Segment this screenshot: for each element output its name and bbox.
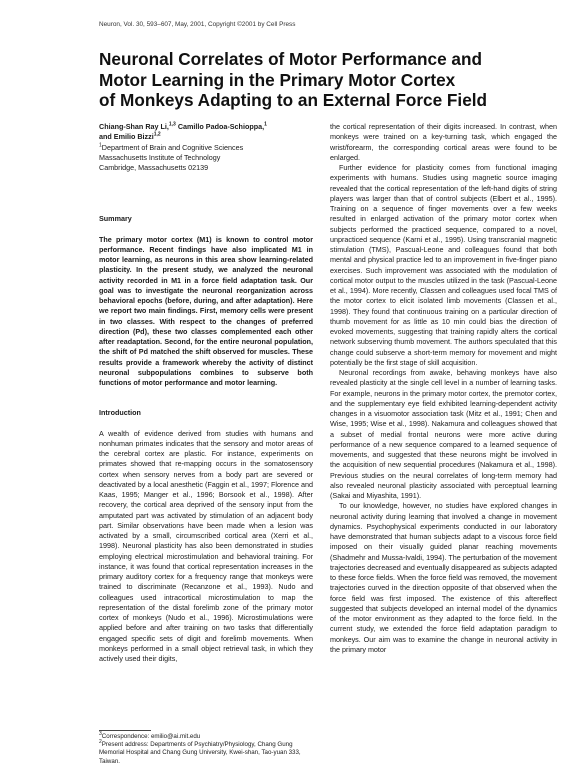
author-sup: 1,3 xyxy=(168,121,176,128)
author-sup: 1 xyxy=(264,121,267,128)
author-name: Chiang-Shan Ray Li, xyxy=(99,122,169,131)
author-name: and Emilio Bizzi xyxy=(99,132,154,142)
footnote-present-address: Present address: Departments of Psychiatry/Physiology, Chang Gung Memorial Hospital and Chang Gung University, Kwei-shan, Tao-yuan 333, Taiwan. xyxy=(99,741,301,765)
left-column xyxy=(99,122,313,664)
author-sup: 1,2 xyxy=(153,131,161,138)
affiliation-line: Cambridge, Massachusetts 02139 xyxy=(99,163,209,172)
running-head: Neuron, Vol. 30, 593–607, May, 2001, Copyright ©2001 by Cell Press xyxy=(99,21,296,28)
body-paragraph: Neuronal recordings from awake, behaving monkeys have also revealed plasticity at the single cell level in a number of learning tasks. For example, neurons in the primary motor cortex, the premotor cortex, and the supplementary eye field exhibited learning-dependent activity changes in a visuomotor association task (Mitz et al., 1991; Chen and Wise, 1995; Wise et al., 1998). Nakamura and colleagues showed that a subset of medial frontal neurons were more active during performance of a new sequence compared to a learned sequence of movements, and suggested that these neurons might be involved in the acquisition of new sequential procedures (Nakamura et al., 1998). Previous studies on the neural correlates of long-term memory had also revealed neuronal plasticity associated with perceptual learning (Sakai and Miyashita, 1991). xyxy=(330,368,557,500)
summary-heading: Summary xyxy=(99,214,132,224)
body-paragraph: Further evidence for plasticity comes from functional imaging experiments with humans. Studies using magnetic source imaging revealed that the cortical representation of the left-hand digits of string players was larger than that of control subjects (Elbert et al., 1995). Training on a sequence of finger movements over a few weeks resulted in enlarged activation of the primary motor cortex when subjects performed the practiced sequence, compared to a novel, unpracticed sequence (Karni et al., 1995). Using transcranial magnetic stimulation (TMS), Pascual-Leone and colleagues found that both mental and physical practice led to an improvement in five-finger piano exercises. Such improvement was associated with the modulation of cortical motor output to the muscles utilized in the task (Pascual-Leone et al., 1994). More recently, Classen and colleagues used focal TMS of the motor cortex to elicit isolated limb movements (Classen et al., 1998). They found that continuous training on a particular direction of thumb movement for as little as 10 min could bias the direction of evoked movements, suggesting that training rapidly alters the cortical network subserving thumb movement. The authors speculated that this change could subserve a short-term memory for movement and might potentially be the first stage of skill acquisition. xyxy=(330,163,557,367)
footnote-sup: 2 xyxy=(99,739,102,746)
right-column xyxy=(330,122,557,655)
author-name: Camillo Padoa-Schioppa, xyxy=(175,122,265,131)
intro-paragraph: A wealth of evidence derived from studies with humans and nonhuman primates indicates that the sensory and motor areas of the cerebral cortex are plastic. For instance, experiments on primates showed that re-mapping occurs in the somatosensory cortex when sensory nerves from a body part are severed or deactivated by a local anesthetic (Faggin et al., 1997; Florence and Kaas, 1995; Manger et al., 1996; Borsook et al., 1998). After recovery, the cortical area deprived of the sensory input from the amputated part was activated by stimulation of an adjacent body part. Similar observations have been made when a lesion was activated by a small, circumscribed cortical area (Xerri et al., 1998). Neuronal plasticity has also been demonstrated in studies employing electrical microstimulation and behavioral training. For instance, it was found that cortical representation increases in the primary auditory cortex for a frequency range that monkeys were trained to discriminate (Recanzone et al., 1993). Nudo and colleagues used intracortical microstimulation to map the representation of the distal forelimb zone of the primary motor cortex of monkeys (Nudo et al., 1996). Microstimulations were applied before and after training on two tasks that differentially engaged specific sets of digit and forelimb movements. When monkeys performed in a small object retrieval task, in which they actively used their digits, xyxy=(99,428,313,663)
affiliation-line: Massachusetts Institute of Technology xyxy=(99,152,221,162)
body-paragraph: the cortical representation of their digits increased. In contrast, when monkeys were trained on a key-turning task, which engaged the wrist/forearm, the corresponding cortical areas were found to be enlarged. xyxy=(330,122,557,162)
introduction-heading: Introduction xyxy=(99,408,141,418)
title-line: Neuronal Correlates of Motor Performance and xyxy=(99,49,482,69)
body-paragraph: To our knowledge, however, no studies have explored changes in neuronal activity during learning that involved a change in movement dynamics. Psychophysical experiments conducted in our laboratory have demonstrated that human subjects adapt to a viscous force field imposed on their visually guided planar reaching movements (Shadmehr and Mussa-Ivaldi, 1994). The perturbation of the movement trajectories decreased and eventually disappeared as subjects adapted to these force fields. When the force field was removed, the movement trajectories curved in the direction opposite of that observed when the force field was first imposed. The existence of this aftereffect suggested that subjects developed an internal model of the dynamics of the motor environment as they adapted to the force field. In the current study, we extended the force field adaptation paradigm to monkeys. Our aim was to examine the change in neuronal activity in the primary motor xyxy=(330,501,557,654)
article-title xyxy=(99,49,569,111)
footnote-sup: 3 xyxy=(99,730,102,737)
affiliation-sup: 1 xyxy=(99,142,102,149)
title-line: of Monkeys Adapting to an External Force Field xyxy=(99,90,488,110)
affiliation-line: Department of Brain and Cognitive Sciences xyxy=(101,142,244,152)
footnote-correspondence: Correspondence: emilio@ai.mit.edu xyxy=(101,733,201,740)
summary-text: The primary motor cortex (M1) is known to control motor performance. Recent findings have also implicated M1 in motor learning, as neurons in this area show learning-related plasticity. In the present study, we analyzed the neuronal activity recorded in M1 in a force field adaptation task. Our goal was to investigate the neuronal reorganization across behavioral epochs (before, during, and after adaptation). Here we report two main findings. First, memory cells were present in two classes. With respect to the changes of preferred direction (Pd), these two classes complemented each other after readaptation. Second, for the entire neuronal population, the shift of Pd matched the shift observed for muscles. These results provide a framework whereby the activity of distinct neuronal subpopulations combines to subserve both functions of motor performance and motor learning. xyxy=(99,234,313,387)
author-list xyxy=(99,122,313,143)
affiliation xyxy=(99,143,313,174)
title-line: Motor Learning in the Primary Motor Cortex xyxy=(99,69,456,90)
footnote-rule xyxy=(99,730,151,731)
footnotes xyxy=(99,730,313,766)
